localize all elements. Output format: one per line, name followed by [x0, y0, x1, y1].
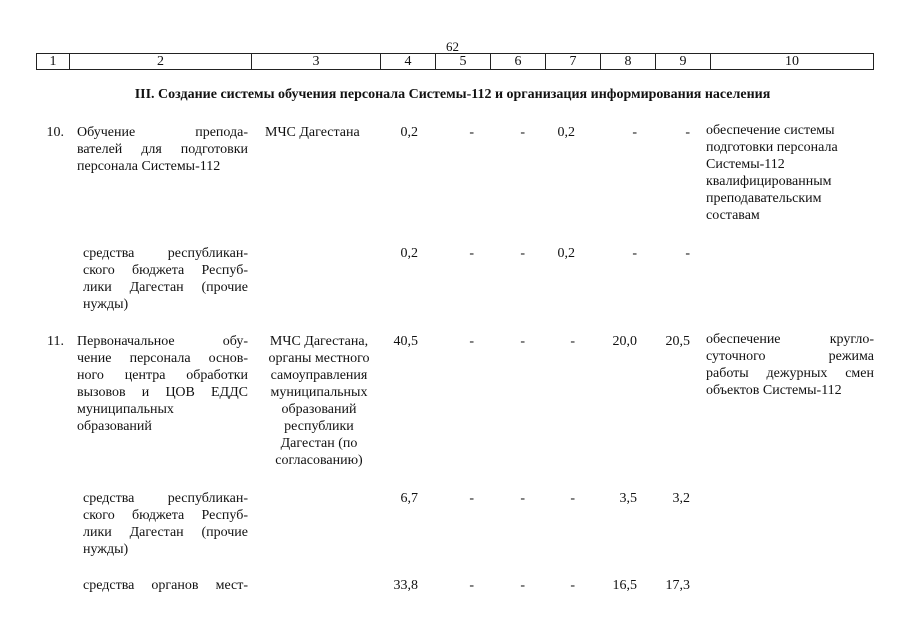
- text-line: МЧС Дагестана: [265, 125, 360, 140]
- value-col-9: -: [685, 246, 690, 261]
- value-col-8: 3,5: [619, 491, 637, 506]
- value-col-4: 0,2: [400, 125, 418, 140]
- text-line: квалифицированным: [706, 174, 832, 189]
- row-result: [706, 331, 874, 399]
- value-col-7: 0,2: [557, 125, 575, 140]
- column-number-header: [36, 53, 874, 70]
- row-name: [83, 577, 248, 594]
- text-line: ного центра обработки: [77, 368, 248, 383]
- header-col-1: 1: [37, 54, 70, 70]
- value-col-9: 17,3: [665, 578, 690, 593]
- header-col-5: 5: [436, 54, 491, 70]
- row-name: [83, 490, 248, 558]
- value-col-9: 3,2: [672, 491, 690, 506]
- row-number: 10.: [46, 125, 64, 140]
- value-col-5: -: [469, 246, 474, 261]
- text-line: нужды): [83, 297, 129, 312]
- value-col-7: -: [570, 578, 575, 593]
- value-col-6: -: [520, 334, 525, 349]
- text-line: преподавательским: [706, 191, 822, 206]
- text-line: лики Дагестан (прочие: [83, 280, 248, 295]
- value-col-6: -: [520, 491, 525, 506]
- value-col-4: 33,8: [393, 578, 418, 593]
- header-row: [37, 54, 874, 70]
- text-line: вателей для подготовки: [77, 142, 248, 157]
- text-line: вызовов и ЦОВ ЕДДС: [77, 385, 248, 400]
- text-line: нужды): [83, 542, 129, 557]
- header-col-2: 2: [70, 54, 252, 70]
- text-line: объектов Системы-112: [706, 383, 842, 398]
- text-line: образований: [77, 419, 152, 434]
- value-col-6: -: [520, 246, 525, 261]
- text-line: работы дежурных смен: [706, 366, 874, 381]
- text-line: средства республикан-: [83, 491, 248, 506]
- text-line: средства республикан-: [83, 246, 248, 261]
- text-line: органы местного: [268, 351, 370, 366]
- row-number: 11.: [47, 334, 64, 349]
- text-line: Первоначальное обу-: [77, 334, 248, 349]
- text-line: МЧС Дагестана,: [269, 334, 369, 349]
- header-col-8: 8: [601, 54, 656, 70]
- text-line: лики Дагестан (прочие: [83, 525, 248, 540]
- value-col-4: 6,7: [400, 491, 418, 506]
- row-name: [77, 333, 248, 435]
- text-line: ского бюджета Респуб-: [83, 263, 248, 278]
- value-col-8: -: [632, 246, 637, 261]
- text-line: чение персонала основ-: [77, 351, 248, 366]
- value-col-6: -: [520, 578, 525, 593]
- page-number: 62: [446, 39, 459, 54]
- header-col-10: 10: [711, 54, 874, 70]
- text-line: суточного режима: [706, 349, 874, 364]
- value-col-6: -: [520, 125, 525, 140]
- value-col-7: 0,2: [557, 246, 575, 261]
- text-line: ского бюджета Респуб-: [83, 508, 248, 523]
- row-name: [83, 245, 248, 313]
- value-col-5: -: [469, 334, 474, 349]
- value-col-8: 20,0: [612, 334, 637, 349]
- header-col-4: 4: [381, 54, 436, 70]
- text-line: согласованию): [275, 453, 363, 468]
- text-line: Дагестан (по: [280, 436, 358, 451]
- text-line: муниципальных: [77, 402, 174, 417]
- row-executor: [265, 124, 375, 141]
- text-line: обеспечение системы: [706, 123, 835, 138]
- row-result: [706, 122, 874, 224]
- text-line: подготовки персонала: [706, 140, 838, 155]
- text-line: Системы-112: [706, 157, 785, 172]
- text-line: составам: [706, 208, 760, 223]
- value-col-5: -: [469, 491, 474, 506]
- value-col-4: 40,5: [393, 334, 418, 349]
- header-col-6: 6: [491, 54, 546, 70]
- value-col-7: -: [570, 491, 575, 506]
- value-col-9: -: [685, 125, 690, 140]
- value-col-8: -: [632, 125, 637, 140]
- text-line: муниципальных: [270, 385, 368, 400]
- text-line: обеспечение кругло-: [706, 332, 874, 347]
- row-name: [77, 124, 248, 175]
- text-line: образований: [281, 402, 357, 417]
- value-col-8: 16,5: [612, 578, 637, 593]
- text-line: персонала Системы-112: [77, 159, 221, 174]
- text-line: средства органов мест-: [83, 578, 248, 593]
- text-line: Обучение препода-: [77, 125, 248, 140]
- value-col-4: 0,2: [400, 246, 418, 261]
- header-col-9: 9: [656, 54, 711, 70]
- value-col-7: -: [570, 334, 575, 349]
- value-col-5: -: [469, 578, 474, 593]
- value-col-5: -: [469, 125, 474, 140]
- header-col-3: 3: [252, 54, 381, 70]
- text-line: самоуправления: [270, 368, 368, 383]
- row-executor: [264, 333, 374, 469]
- value-col-9: 20,5: [665, 334, 690, 349]
- text-line: республики: [284, 419, 354, 434]
- section-title: III. Создание системы обучения персонала Системы-112 и организация информирования населения: [134, 87, 771, 102]
- header-col-7: 7: [546, 54, 601, 70]
